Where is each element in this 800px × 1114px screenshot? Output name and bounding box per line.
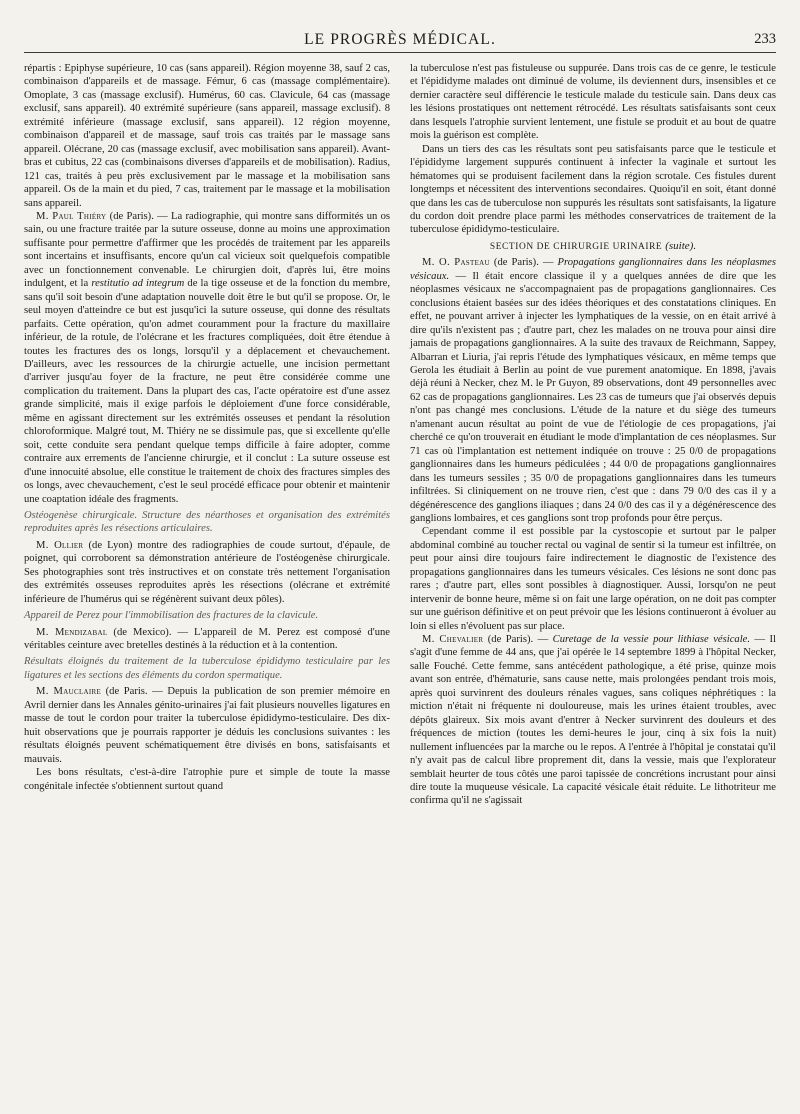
speaker-name: M. Mauclaire (36, 686, 102, 698)
paragraph: la tuberculose n'est pas fistuleuse ou suppurée. Dans trois cas de ce genre, le testicule et l'épididyme malades ont diminué de volume, ils deviennent durs, insensibles et ce dernier caractère seul différencie le testicule malade du testicule sain. Dans deux cas les lésions prostatiques ont nettement rétrocédé. Les résultats satisfaisants sont ceux dans lesquels l'atrophie survient lentement, une fistule se produit et au bout de quatre mois la guérison est complète. (410, 63, 776, 142)
paragraph: Les bons résultats, c'est-à-dire l'atrophie pure et simple de toute la masse congénitale infectée s'obtiennent surtout quand (24, 767, 390, 792)
paragraph: répartis : Epiphyse supérieure, 10 cas (sans appareil). Région moyenne 38, sauf 2 cas, combinaison d'appareils et de massage. Fémur, 6 cas (massage complémentaire). Omoplate, 3 cas (massage exclusif). Humérus, 60 cas. Clavicule, 64 cas (massage exclusif, sans appareil). 40 extrémité supérieure (sans appareil, massage exclusif). 8 extrémité inférieure (massage exclusif, sans appareil). 12 région moyenne, combinaison d'appareil et de massage, sauf trois cas traités par le massage sans appareil. Olécrane, 20 cas (massage exclusif, avec mobilisation sans appareil). Avant-bras et cubitus, 22 cas (combinaisons diverses d'appareils et de mobilisation). Radius, 121 cas, traités à peu près exclusivement par le massage et la mobilisation sans appareil. Os de la main et du pied, 7 cas, traitement par le massage et la mobilisation sans appareil. (24, 63, 390, 209)
speaker-name: M. Paul Thiéry (36, 210, 107, 222)
paragraph: Dans un tiers des cas les résultats sont peu satisfaisants parce que le testicule et l'épididyme largement suppurés continuent à infecter la vaginale et surtout les hématomes qui se produisent facilement dans la région scrotale. Ces fistules durent longtemps et nécessitent des interventions secondaires. Quoiqu'il en soit, étant donné que dans les cas de tuberculose non suppurés les résultats sont satisfaisants, la ligature du cordon doit prendre place parmi les méthodes conservatrices de traitement de la tuberculose épididymo-testiculaire. (410, 143, 776, 236)
paragraph: M. O. Pasteau (de Paris). — Propagations ganglionnaires dans les néoplasmes vésicaux. — Il était encore classique il y a quelques années de dire que les néoplasmes vésicaux ne s'accompagnaient pas de propagations ganglionnaires. Ces conclusions étaient basées sur des idées théoriques et des constatations cliniques. En effet, ne pouvant arriver à injecter les lymphatiques de la vessie, on en était arrivé à dire qu'ils n'existent pas ; d'autre part, chez les malades on ne trouva pour ainsi dire jamais de propagations ganglionnaires. A la suite des travaux de Reichmann, Sappey, Albarran et Liuria, j'ai repris l'étude des lymphatiques vésicaux, en même temps que Gerola les étudiait à Berlin au point de vue purement anatomique. En 1898, j'avais déjà réuni à Necker, chez M. le Pr Guyon, 89 observations, dont 49 personnelles avec 62 cas de propagations ganglionnaires. Les 23 cas de tumeurs que j'ai observés depuis n'ont pas changé mes conclusions. L'étude de la nature et du siège des tumeurs n'amenant aucun résultat au point de vue de l'étiologie de ces propagations, j'ai cherché ce qu'on trouverait en étudiant le mode d'implantation de ces néoplasmes. Sur 71 cas où l'implantation est nettement indiquée on trouve : 25 0/0 de propagations ganglionnaires dans les humeurs pédiculées ; 44 0/0 de propagations ganglionnaires dans les tumeurs sessiles ; 35 0/0 de propagations ganglionnaires dans les tumeurs infiltrées. Si cliniquement on ne trouve rien, c'est que : dans 79 0/0 des cas il y a dégénérescence des ganglions iliaques ; dans 24 0/0 des cas il y a dégénérescence des ganglions lombaires, et ces ganglions sont trop profonds pour être perçus. (410, 257, 776, 524)
speaker-name: M. O. Pasteau (422, 257, 490, 269)
paragraph: M. Paul Thiéry (de Paris). — La radiographie, qui montre sans difformités un os sain, ou une fracture traitée par la suture osseuse, donne au moins une approximation suffisante pour permettre d'affirmer que les procédés de traitement par les appareils sont incertains et insuffisants, encore qu'un cal vicieux soit quelquefois compatible avec un fonctionnement convenable. Le chirurgien doit, d'après lui, être moins indulgent, et la restitutio ad integrum de la tige osseuse et de la fonction du membre, sans qu'il soit besoin d'une adaptation nouvelle doit être le but qu'il se propose. Or, le seul moyen d'atteindre ce but est jusqu'ici la suture osseuse, qui donne des résultats parfaits. Cette opération, qu'on admet couramment pour la fracture du maxillaire inférieur, de la rotule, de l'olécrane et les fractures compliquées, doit être étendue à toutes les fractures des os longs, lorsqu'il y a déplacement et chevauchement. D'ailleurs, avec les ressources de la chirurgie actuelle, une incision permettant d'arriver jusqu'au foyer de la fracture, ne peut être considérée comme une complication du traitement. Dans la plupart des cas, l'acte opératoire est d'une assez grande simplicité, mais il exige parfois le déploiement d'une force considérable, même en agissant directement sur les extrémités osseuses et pendant la résolution chloroformique. Malgré tout, M. Thiéry ne se dissimule pas, que si excellente qu'elle soit, cette conduite sera pendant quelque temps difficile à faire adopter, comme contraire aux errements de l'ancienne chirurgie, et il conclut : La suture osseuse est d'une innocuité absolue, elle constitue le traitement de choix des fractures simples des os longs, avec chevauchement, c'est le seul procédé efficace pour obtenir et maintenir une coaptation idéale des fragments. (24, 210, 390, 505)
paragraph: M. Chevalier (de Paris). — Curetage de la vessie pour lithiase vésicale. — Il s'agit d'une femme de 44 ans, que j'ai opérée le 14 septembre 1899 à l'hôpital Necker, salle Fouché. Cette femme, sans antécédent pathologique, a été prise, quinze mois avant son entrée, d'hématurie, sans cause nette, mais prolongées pendant trois mois, après quoi survinrent des douleurs rénales vagues, sans coliques néphrétiques : la miction n'était ni fréquente ni douloureuse, mais les urines étaient troubles, avec dépôts glaireux. Six mois avant d'entrer à Necker survinrent des douleurs et des fréquences de miction (toutes les demi-heures le jour, cinq à six fois la nuit) nullement influencées par la marche ou le repos. A l'entrée à l'hôpital je constatai qu'il n'y avait pas de calcul libre proprement dit, dans la vessie, mais que l'explorateur semblait heurter de tous côtés une paroi tapissée de concrétions incrustant pour ainsi dire toute la muqueuse vésicale. La capacité vésicale était réduite. Le lithotriteur me confirma qu'il ne s'agissait (410, 634, 776, 807)
paragraph: Cependant comme il est possible par la cystoscopie et surtout par le palper abdominal combiné au toucher rectal ou vaginal de sentir si la tumeur est infiltrée, on peut pour ainsi dire toujours faire indirectement le diagnostic de l'existence des propagations ganglionnaires dans les tumeurs vésicales. Ces lésions ne sont donc pas rares ; d'autre part, elles sont possibles à diagnostiquer. Aussi, lorsqu'on ne peut intervenir de bonne heure, même si on fait une large opération, on ne doit pas compter sur une guérison définitive et on peut prévoir que les lésions continueront à évoluer au loin si elles n'évoluent pas sur place. (410, 526, 776, 632)
page-number: 233 (754, 31, 776, 47)
paper-title: Ostéogenèse chirurgicale. Structure des néarthoses et organisation des extrémités reproduites après les résections articulaires. (24, 509, 390, 535)
section-heading: SECTION DE CHIRURGIE URINAIRE (suite). (489, 239, 697, 252)
running-header (24, 28, 776, 53)
paragraph: M. Mendizabal (de Mexico). — L'appareil de M. Perez est composé d'une véritables ceinture avec bretelles destinés à la réduction et à la contention. (24, 626, 391, 652)
paper-title: Appareil de Perez pour l'immobilisation des fractures de la clavicule. (24, 610, 319, 622)
speaker-name: M. Ollier (36, 539, 84, 551)
journal-title: LE PROGRÈS MÉDICAL. (304, 31, 496, 48)
left-column (24, 62, 390, 793)
speaker-name: M. Mendizabal (36, 626, 108, 638)
paragraph: M. Ollier (de Lyon) montre des radiographies de coude surtout, d'épaule, de poignet, qui corroborent sa démonstration antérieure de l'ostéogenèse chirurgicale. Ses photographies sont très instructives et on constate très nettement l'organisation des extrémités osseuses reproduites après les résections (olécrane et extrémité inférieure de l'humérus qui se régénèrent suivant deux pôles). (24, 539, 390, 605)
speaker-name: M. Chevalier (422, 634, 484, 646)
paragraph: M. Mauclaire (de Paris. — Depuis la publication de son premier mémoire en Avril dernier dans les Annales génito-urinaires j'ai fait plusieurs nouvelles ligatures en masse de tout le cordon pour traiter la tuberculose épididymo-testiculaire. Des dix-huit observations que je pourrais rapporter je déduis les conclusions suivantes : les résultats éloignés peuvent schématiquement être divisés en bons, satisfaisants et mauvais. (24, 686, 391, 765)
right-column (410, 62, 776, 808)
paper-title: Résultats éloignés du traitement de la tuberculose épididymo testiculaire par les ligatures et les sections des éléments du cordon spermatique. (24, 656, 390, 681)
